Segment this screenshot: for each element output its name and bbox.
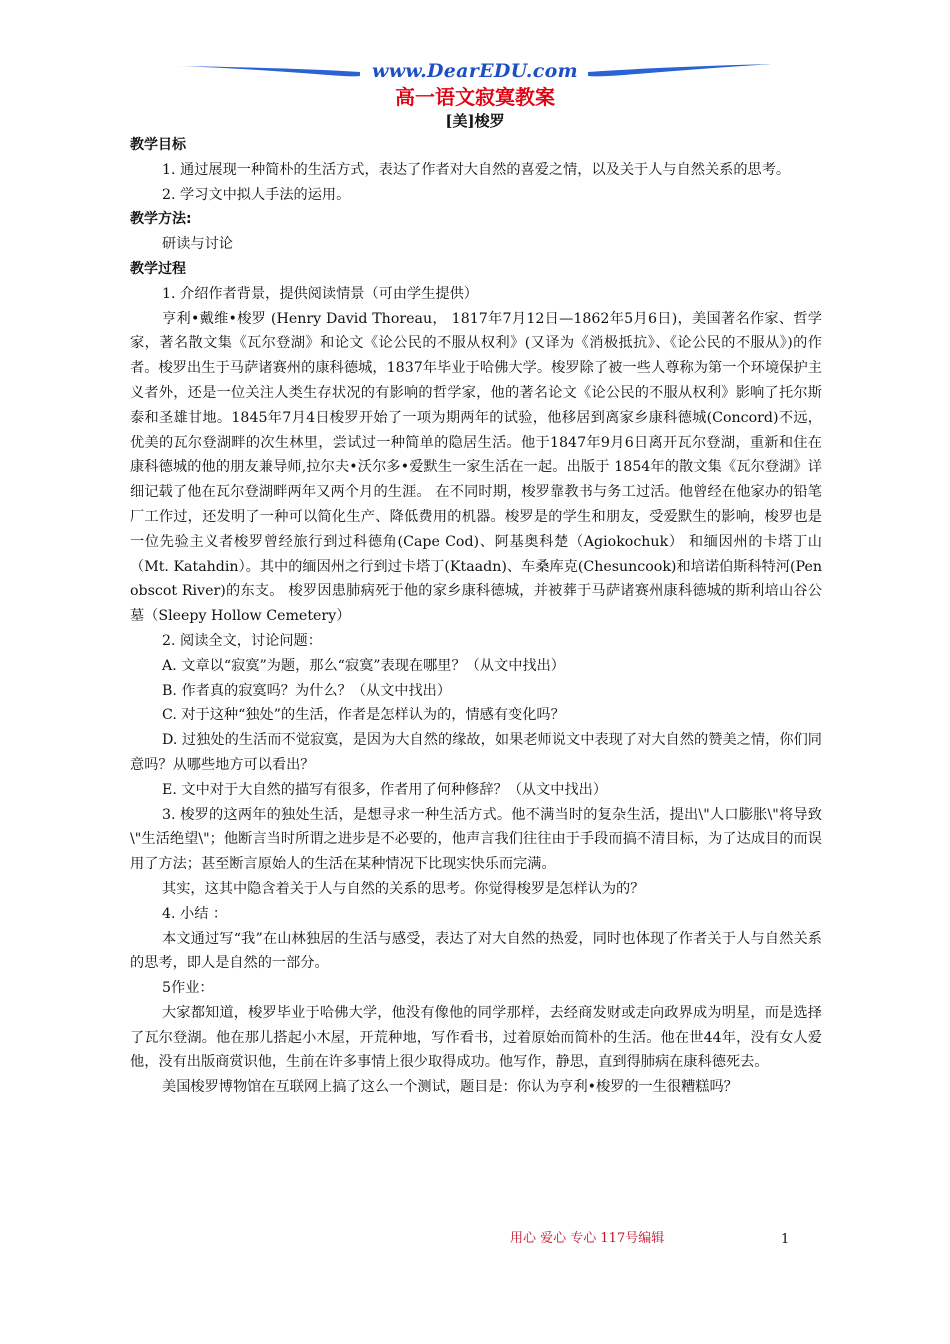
homework-paragraph: 大家都知道，梭罗毕业于哈佛大学，他没有像他的同学那样，去经商发财或走向政界成为明星，而是选择了瓦尔登湖。他在那儿搭起小木屋，开荒种地，写作看书，过着原始而简朴的生活。他在世44年，没有女人爱他，没有出版商赏识他，生前在许多事情上很少取得成功。他写作，静思，直到得肺病在康科德死去。 [130, 1004, 822, 1071]
process-paragraph: 其实，这其中隐含着关于人与自然的关系的思考。你觉得梭罗是怎样认为的？ [162, 880, 645, 897]
discussion-question: D. 过独处的生活而不觉寂寞，是因为大自然的缘故，如果老师说文中表现了对大自然的赞美之情，你们同意吗？从哪些地方可以看出？ [130, 732, 822, 773]
summary-paragraph: 本文通过写“我”在山林独居的生活与感受，表达了对大自然的热爱，同时也体现了作者关于人与自然关系的思考，即人是自然的一部分。 [130, 930, 822, 972]
process-step: 5作业： [162, 980, 214, 997]
process-step: 2. 阅读全文，讨论问题： [162, 632, 322, 649]
document-author: [美]梭罗 [445, 112, 505, 130]
document-body [130, 133, 822, 1100]
method-text: 研读与讨论 [162, 236, 233, 253]
footer-slogan: 用心 爱心 专心 117号编辑 [510, 1231, 665, 1246]
goal-item: 2. 学习文中拟人手法的运用。 [162, 186, 351, 203]
discussion-question: A. 文章以“寂寞”为题，那么“寂寞”表现在哪里？（从文中找出） [162, 657, 565, 674]
process-heading: 教学过程 [130, 260, 186, 277]
document-title: 高一语文寂寞教案 [395, 85, 555, 109]
process-step: 1. 介绍作者背景，提供阅读情景（可由学生提供） [162, 285, 478, 302]
process-step: 4. 小结 ： [162, 905, 228, 922]
discussion-question: E. 文中对于大自然的描写有很多，作者用了何种修辞？（从文中找出） [162, 781, 608, 798]
author-bio-paragraph: 亨利•戴维•梭罗 (Henry David Thoreau， 1817年7月12日—1862年5月6日)，美国著名作家、哲学家，著名散文集《瓦尔登湖》和论文《论公民的不服从权利》(又译为《消极抵抗》、《论公民的不服从》)的作者。梭罗出生于马萨诸赛州的康科德城，1837年毕业于哈佛大学。梭罗除了被一些人尊称为第一个环境保护主义者外，还是一位关注人类生存状况的有影响的哲学家，他的著名论文《论公民的不服从权利》影响了托尔斯泰和圣雄甘地。1845年7月4日梭罗开始了一项为期两年的试验，他移居到离家乡康科德城(Concord)不远，优美的瓦尔登湖畔的次生林里，尝试过一种简单的隐居生活。他于1847年9月6日离开瓦尔登湖，重新和住在康科德城的他的朋友兼导师,拉尔夫•沃尔多•爱默生一家生活在一起。出版于 1854年的散文集《瓦尔登湖》详细记载了他在瓦尔登湖畔两年又两个月的生涯。 在不同时期，梭罗靠教书与务工过活。他曾经在他家办的铅笔厂工作过，还发明了一种可以简化生产、降低费用的机器。梭罗是的学生和朋友，受爱默生的影响，梭罗也是一位先验主义者梭罗曾经旅行到过科德角(Cape Cod)、阿基奥科楚（Agiokochuk） 和缅因州的卡塔丁山（Mt. Katahdin）。其中的缅因州之行到过卡塔丁(Ktaadn)、车桑库克(Chesuncook)和培诺伯斯科特河(Penobscot River)的东支。 梭罗因患肺病死于他的家乡康科德城，并被葬于马萨诸赛州康科德城的斯利培山谷公墓（Sleepy Hollow Cemetery） [130, 310, 822, 625]
goal-item: 1. 通过展现一种简朴的生活方式，表达了作者对大自然的喜爱之情，以及关于人与自然关系的思考。 [162, 161, 791, 178]
site-url[interactable]: www.DearEDU.com [372, 60, 578, 82]
discussion-question: B. 作者真的寂寞吗？为什么？（从文中找出） [162, 682, 452, 699]
site-banner [178, 58, 772, 84]
process-step: 3. 梭罗的这两年的独处生活，是想寻求一种生活方式。他不满当时的复杂生活，提出\"人口膨胀\"将导致\"生活绝望\"；他断言当时所谓之进步是不必要的，他声言我们往往由于手段而搞不清目标，为了达成目的而误用了方法；甚至断言原始人的生活在某种情况下比现实快乐而完满。 [130, 806, 822, 873]
homework-paragraph: 美国梭罗博物馆在互联网上搞了这么一个测试，题目是：你认为亨利•梭罗的一生很糟糕吗？ [162, 1079, 738, 1096]
page-number: 1 [781, 1232, 790, 1247]
method-heading: 教学方法: [130, 211, 192, 228]
discussion-question: C. 对于这种“独处”的生活，作者是怎样认为的，情感有变化吗？ [162, 707, 565, 724]
goals-heading: 教学目标 [130, 137, 186, 153]
